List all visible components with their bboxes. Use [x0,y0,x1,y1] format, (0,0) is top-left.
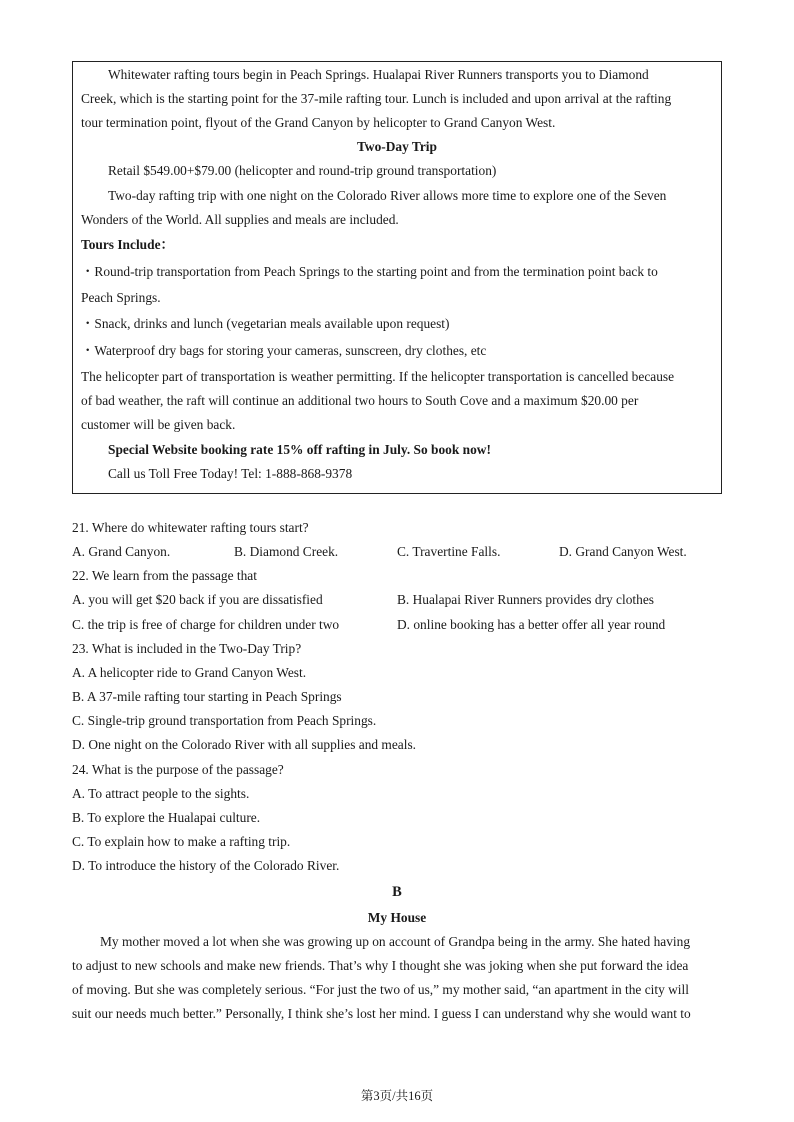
two-day-heading: Two-Day Trip [357,139,437,154]
bullet-1: ・Round-trip transportation from Peach Springs to the starting point and from the termination point back to [81,264,658,279]
q24-option-c: C. To explain how to make a rafting trip. [72,834,291,849]
section-b-line-3: of moving. But she was completely serious. “For just the two of us,” my mother said, “an apartment in the city will [72,982,689,997]
q23-stem: 23. What is included in the Two-Day Trip? [72,641,302,656]
section-b-letter: B [392,884,402,900]
q23-option-d: D. One night on the Colorado River with all supplies and meals. [72,737,417,752]
para2-line-2: Wonders of the World. All supplies and meals are included. [81,212,399,227]
q24-option-a: A. To attract people to the sights. [72,786,250,801]
para1-line-1: Whitewater rafting tours begin in Peach Springs. Hualapai River Runners transports you to Diamond [108,67,649,82]
q23-option-b: B. A 37-mile rafting tour starting in Peach Springs [72,689,342,704]
bullet-2: ・Snack, drinks and lunch (vegetarian meals available upon request) [81,316,450,331]
call-line: Call us Toll Free Today! Tel: 1-888-868-9378 [108,466,353,481]
q23-option-a: A. A helicopter ride to Grand Canyon West. [72,665,307,680]
q22-stem: 22. We learn from the passage that [72,568,257,583]
q21-option-c: C. Travertine Falls. [397,544,501,559]
q21-option-a: A. Grand Canyon. [72,544,171,559]
para3-line-1: The helicopter part of transportation is weather permitting. If the helicopter transportation is cancelled because [81,369,675,384]
q22-option-a: A. you will get $20 back if you are dissatisfied [72,592,323,607]
q24-option-b: B. To explore the Hualapai culture. [72,810,261,825]
q22-option-b: B. Hualapai River Runners provides dry clothes [397,592,654,607]
para3-line-3: customer will be given back. [81,417,236,432]
tours-include-label: Tours Include： [81,237,174,252]
q22-option-c: C. the trip is free of charge for children under two [72,617,340,632]
retail-price: Retail $549.00+$79.00 (helicopter and round-trip ground transportation) [108,163,497,178]
para2-line-1: Two-day rafting trip with one night on the Colorado River allows more time to explore one of the Seven [108,188,667,203]
para3-line-2: of bad weather, the raft will continue an additional two hours to South Cove and a maximum $20.00 per [81,393,639,408]
section-b-line-4: suit our needs much better.” Personally, I think she’s lost her mind. I guess I can understand why she would want to [72,1006,691,1021]
q24-stem: 24. What is the purpose of the passage? [72,762,284,777]
q23-option-c: C. Single-trip ground transportation from Peach Springs. [72,713,377,728]
q22-option-d: D. online booking has a better offer all year round [397,617,666,632]
q21-option-b: B. Diamond Creek. [234,544,339,559]
q21-stem: 21. Where do whitewater rafting tours start? [72,520,309,535]
para1-line-3: tour termination point, flyout of the Grand Canyon by helicopter to Grand Canyon West. [81,115,556,130]
section-b-line-1: My mother moved a lot when she was growing up on account of Grandpa being in the army. She hated having [100,934,691,949]
bullet-1-cont: Peach Springs. [81,290,161,305]
q24-option-d: D. To introduce the history of the Colorado River. [72,858,340,873]
page-number: 第3页/共16页 [360,1089,434,1103]
para1-line-2: Creek, which is the starting point for the 37-mile rafting tour. Lunch is included and upon arrival at the rafting [81,91,672,106]
section-b-title: My House [367,910,427,925]
q21-option-d: D. Grand Canyon West. [559,544,687,559]
special-offer: Special Website booking rate 15% off rafting in July. So book now! [108,442,491,457]
bullet-3: ・Waterproof dry bags for storing your cameras, sunscreen, dry clothes, etc [81,343,487,358]
section-b-line-2: to adjust to new schools and make new friends. That’s why I thought she was joking when she put forward the idea [72,958,689,973]
